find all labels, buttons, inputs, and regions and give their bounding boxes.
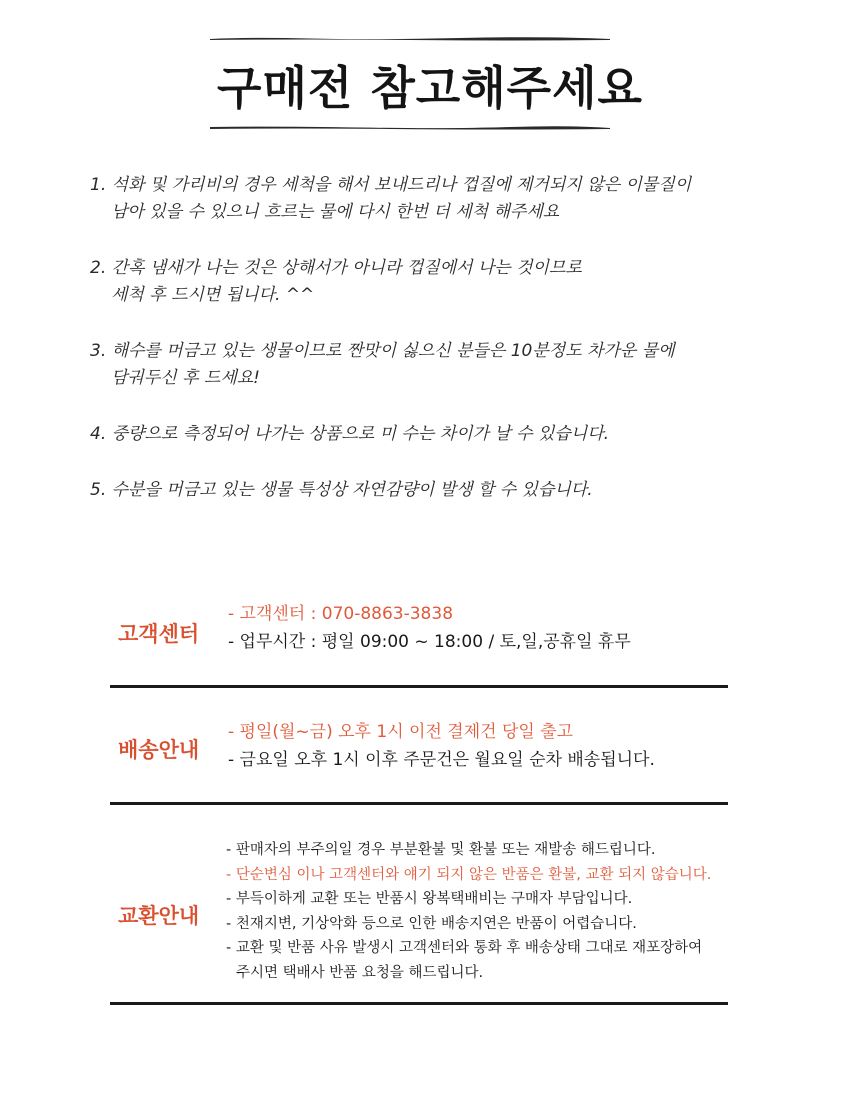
note-line: 1. 석화 및 가리비의 경우 세척을 해서 보내드리나 껍질에 제거되지 않은 이물질이 [90, 175, 692, 195]
note-line: 3. 해수를 머금고 있는 생물이므로 짠맛이 싫으신 분들은 10분정도 차가운 물에 [90, 341, 675, 361]
note-item [90, 477, 810, 504]
note-item [90, 255, 810, 309]
note-line: 4. 중량으로 측정되어 나가는 상품으로 미 수는 차이가 날 수 있습니다. [90, 424, 610, 444]
note-line: 2. 간혹 냄새가 나는 것은 상해서가 아니라 껍질에서 나는 것이므로 [90, 258, 582, 278]
brush-stroke-bottom [210, 125, 610, 130]
note-line: 5. 수분을 머금고 있는 생물 특성상 자연감량이 발생 할 수 있습니다. [90, 480, 593, 500]
exchange-item [226, 936, 711, 985]
note-item [90, 338, 810, 392]
note-line: 세척 후 드시면 됩니다. ^^ [111, 285, 315, 305]
shipping-items [228, 718, 655, 774]
note-item [90, 421, 810, 448]
exchange-item: - 판매자의 부주의일 경우 부분환불 및 환불 또는 재발송 해드립니다. [226, 842, 656, 858]
exchange-item-line: 주시면 택배사 반품 요청을 해드립니다. [236, 964, 484, 981]
customer-center-items [228, 600, 631, 656]
shipping-item: - 금요일 오후 1시 이후 주문건은 월요일 순차 배송됩니다. [228, 750, 655, 770]
exchange-item-line: - 교환 및 반품 사유 발생시 고객센터와 통화 후 배송상태 그대로 재포장하여 [226, 940, 703, 956]
section-divider [110, 1002, 728, 1005]
section-divider [110, 802, 728, 805]
exchange-label: 교환안내 [118, 904, 200, 928]
exchange-item: - 단순변심 이나 고객센터와 얘기 되지 않은 반품은 환불, 교환 되지 않습니다. [226, 866, 712, 883]
note-item [90, 172, 810, 226]
brush-stroke-top [210, 36, 610, 41]
shipping-label: 배송안내 [118, 738, 200, 762]
shipping-item: - 평일(월~금) 오후 1시 이전 결제건 당일 출고 [228, 722, 574, 742]
notes-list [90, 172, 810, 533]
section-divider [110, 685, 728, 688]
exchange-item: - 천재지변, 기상악화 등으로 인한 배송지연은 반품이 어렵습니다. [226, 915, 637, 932]
page-title: 구매전 참고해주세요 [217, 61, 643, 115]
exchange-item: - 부득이하게 교환 또는 반품시 왕복택배비는 구매자 부담입니다. [226, 891, 633, 907]
customer-center-label: 고객센터 [118, 622, 200, 646]
customer-center-phone: - 고객센터 : 070-8863-3838 [228, 604, 454, 624]
exchange-items [226, 838, 711, 985]
customer-center-hours: - 업무시간 : 평일 09:00 ~ 18:00 / 토,일,공휴일 휴무 [228, 632, 631, 652]
note-line: 담궈두신 후 드세요! [111, 368, 260, 388]
note-line: 남아 있을 수 있으니 흐르는 물에 다시 한번 더 세척 해주세요 [111, 202, 560, 222]
